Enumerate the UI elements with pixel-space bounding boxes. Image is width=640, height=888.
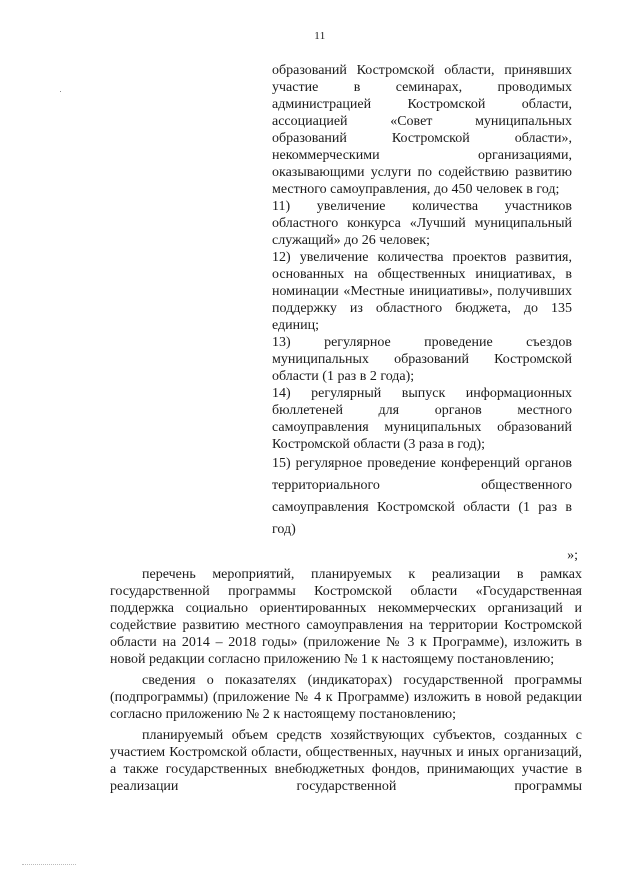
scan-artifact <box>22 864 76 866</box>
page-number: 11 <box>314 30 326 42</box>
indicator-list-column <box>272 62 572 541</box>
indicator-item: 11) увеличение количества участников областного конкурса «Лучший муниципальный служащий» до 26 человек; <box>272 199 572 248</box>
indicator-item: 14) регулярный выпуск информационных бюллетеней для органов местного самоуправления муниципальных образований Костромской области (3 раза в год); <box>272 386 572 452</box>
indicator-item: 13) регулярное проведение съездов муниципальных образований Костромской области (1 раз в 2 года); <box>272 335 572 384</box>
body-paragraph: сведения о показателях (индикаторах) государственной программы (подпрограммы) (приложение № 4 к Программе) изложить в новой редакции согласно приложению № 2 к настоящему постановлению; <box>110 673 582 722</box>
body-paragraph: перечень мероприятий, планируемых к реализации в рамках государственной программы Костромской области «Государственная поддержка социально ориентированных некоммерческих организаций и содействие развитию местного самоуправления на территории Костромской области на 2014 – 2018 годы» (приложение № 3 к Программе), изложить в новой редакции согласно приложению № 1 к настоящему постановлению; <box>110 567 582 667</box>
indicator-item: образований Костромской области, принявших участие в семинарах, проводимых администрацией Костромской области, ассоциацией «Совет муниципальных образований Костромской области», некоммерческими организациями, оказывающими услуги по содействию развитию местного самоуправления, до 450 человек в год; <box>272 63 572 197</box>
indicator-item: 12) увеличение количества проектов развития, основанных на общественных инициативах, в номинации «Местные инициативы», получивших поддержку из областного бюджета, до 135 единиц; <box>272 250 572 333</box>
scan-speck <box>60 91 61 92</box>
body-paragraph: планируемый объем средств хозяйствующих субъектов, созданных с участием Костромской области, общественных, научных и иных организаций, а также государственных внебюджетных фондов, принимающих участие в реализации государственной программы <box>110 728 582 794</box>
closing-quote: »; <box>567 548 578 563</box>
indicator-item: 15) регулярное проведение конференций органов территориального общественного самоуправления Костромской области (1 раз в год) <box>272 456 572 537</box>
body-text <box>110 566 582 799</box>
